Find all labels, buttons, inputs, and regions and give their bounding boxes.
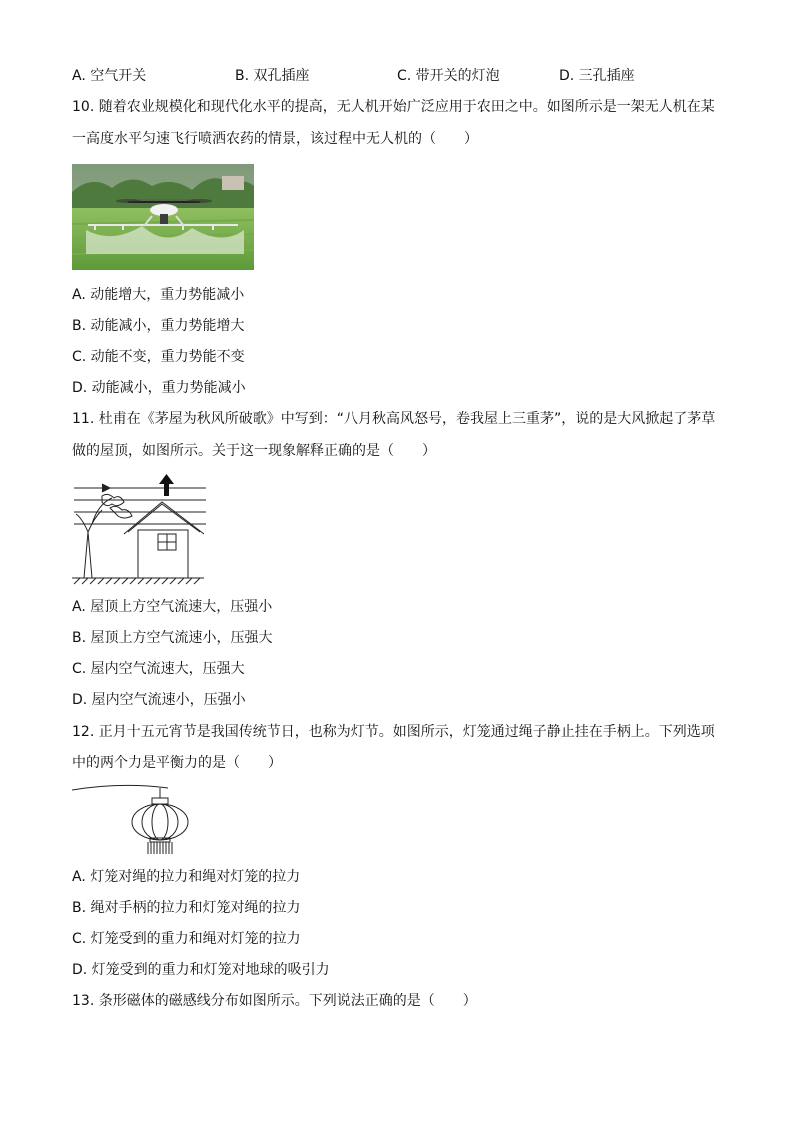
q12-option-d: D. 灯笼受到的重力和灯笼对地球的吸引力 bbox=[72, 962, 330, 978]
q11-option-c: C. 屋内空气流速大，压强大 bbox=[72, 661, 245, 677]
q10-stem-line2: 一高度水平匀速飞行喷洒农药的情景，该过程中无人机的（ ） bbox=[72, 131, 478, 147]
q10-option-a: A. 动能增大，重力势能减小 bbox=[72, 287, 245, 303]
q11-option-a: A. 屋顶上方空气流速大，压强小 bbox=[72, 599, 273, 615]
q9-option-d: D. 三孔插座 bbox=[559, 68, 635, 84]
q12-option-a: A. 灯笼对绳的拉力和绳对灯笼的拉力 bbox=[72, 869, 301, 885]
q11-option-b: B. 屋顶上方空气流速小，压强大 bbox=[72, 630, 273, 646]
q12-option-c: C. 灯笼受到的重力和绳对灯笼的拉力 bbox=[72, 931, 301, 947]
q9-options bbox=[72, 66, 732, 86]
q10-option-c: C. 动能不变，重力势能不变 bbox=[72, 349, 245, 365]
q10-option-b: B. 动能减小，重力势能增大 bbox=[72, 318, 245, 334]
q9-option-c: C. 带开关的灯泡 bbox=[397, 68, 500, 84]
q12-stem-line2: 中的两个力是平衡力的是（ ） bbox=[72, 755, 282, 771]
q11-stem-line1: 11. 杜甫在《茅屋为秋风所破歌》中写到：“八月秋高风怒号，卷我屋上三重茅”，说的是大风掀起了茅草 bbox=[72, 411, 716, 427]
q10-stem-line1: 10. 随着农业规模化和现代化水平的提高，无人机开始广泛应用于农田之中。如图所示是一架无人机在某 bbox=[72, 99, 715, 115]
q9-option-b: B. 双孔插座 bbox=[235, 68, 310, 84]
q10-option-d: D. 动能减小，重力势能减小 bbox=[72, 380, 246, 396]
q13-stem-line1: 13. 条形磁体的磁感线分布如图所示。下列说法正确的是（ ） bbox=[72, 993, 477, 1009]
lantern-diagram bbox=[72, 782, 196, 858]
q9-option-a: A. 空气开关 bbox=[72, 68, 147, 84]
q11-stem-line2: 做的屋顶，如图所示。关于这一现象解释正确的是（ ） bbox=[72, 443, 436, 459]
q12-option-b: B. 绳对手柄的拉力和灯笼对绳的拉力 bbox=[72, 900, 301, 916]
q11-option-d: D. 屋内空气流速小，压强小 bbox=[72, 692, 246, 708]
q12-stem-line1: 12. 正月十五元宵节是我国传统节日，也称为灯节。如图所示，灯笼通过绳子静止挂在手柄上。下列选项 bbox=[72, 724, 715, 740]
drone-photo bbox=[72, 164, 254, 270]
house-wind-diagram bbox=[72, 474, 208, 586]
